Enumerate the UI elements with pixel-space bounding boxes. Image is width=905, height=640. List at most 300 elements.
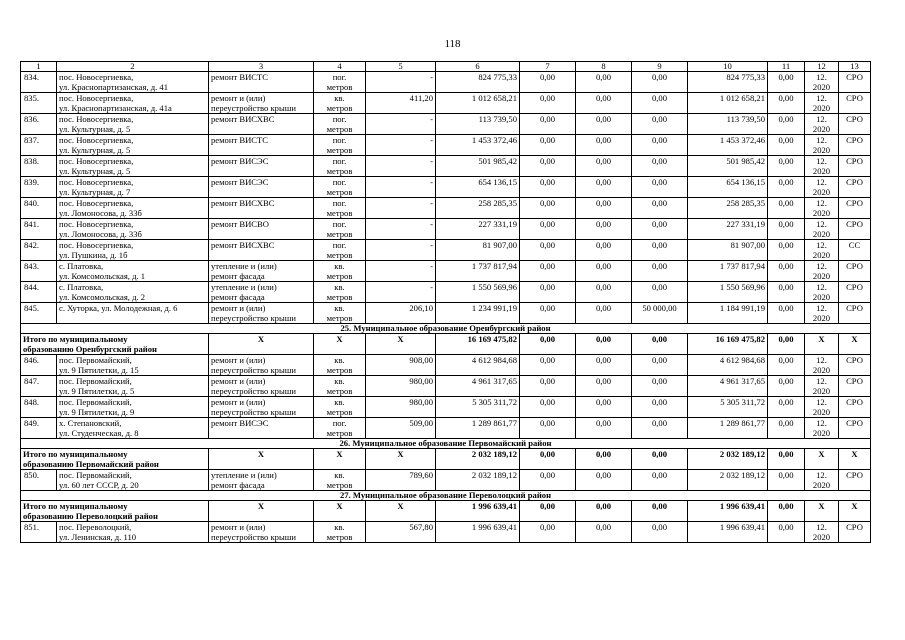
- subtotal-c11: 0,00: [768, 449, 805, 470]
- volume-cell: 567,80: [366, 522, 436, 543]
- address-cell: [57, 522, 209, 543]
- total-cost-cell: 4 961 317,65: [436, 376, 520, 397]
- unit-line1: пог.: [332, 198, 347, 208]
- fund-col7-cell: 0,00: [520, 261, 576, 282]
- fund-col9-cell: 0,00: [632, 376, 688, 397]
- fund-col9-cell: 0,00: [632, 72, 688, 93]
- fund-col8-cell: 0,00: [576, 72, 632, 93]
- unit-line1: кв.: [334, 522, 345, 532]
- fund-col8-cell: 0,00: [576, 303, 632, 324]
- fund-col9-cell: 0,00: [632, 219, 688, 240]
- fund-col7-cell: 0,00: [520, 376, 576, 397]
- fund-col8-cell: 0,00: [576, 261, 632, 282]
- unit-cell: [314, 522, 366, 543]
- work-type-line1: ремонт ВИСЭС: [211, 418, 269, 428]
- address-cell: [57, 303, 209, 324]
- fund-col9-cell: 0,00: [632, 470, 688, 491]
- unit-cell: [314, 114, 366, 135]
- column-number-4: 4: [314, 62, 366, 72]
- deadline-year: 2020: [812, 365, 831, 375]
- work-type-line1: ремонт и (или): [211, 376, 266, 386]
- fund-col8-cell: 0,00: [576, 156, 632, 177]
- unit-line1: пог.: [332, 135, 347, 145]
- subtotal-c11: 0,00: [768, 334, 805, 355]
- fund-col8-cell: 0,00: [576, 282, 632, 303]
- fund-col8-cell: 0,00: [576, 240, 632, 261]
- address-line2: ул. Культурная, д. 5: [59, 124, 131, 134]
- fund-col11-cell: 0,00: [768, 72, 805, 93]
- unit-line1: кв.: [334, 397, 345, 407]
- fund-col11-cell: 0,00: [768, 156, 805, 177]
- fund-col8-cell: 0,00: [576, 418, 632, 439]
- fund-col10-cell: 1 996 639,41: [688, 522, 768, 543]
- address-line1: пос. Первомайский,: [59, 355, 132, 365]
- unit-cell: [314, 93, 366, 114]
- total-cost-cell: 1 996 639,41: [436, 522, 520, 543]
- total-cost-cell: 824 775,33: [436, 72, 520, 93]
- row-number: 839.: [21, 177, 57, 198]
- subtotal-x5: X: [366, 501, 436, 522]
- deadline-year: 2020: [812, 82, 831, 92]
- volume-cell: 206,10: [366, 303, 436, 324]
- deadline-year: 2020: [812, 292, 831, 302]
- unit-cell: [314, 397, 366, 418]
- total-cost-cell: 2 032 189,12: [436, 470, 520, 491]
- unit-line1: кв.: [334, 282, 345, 292]
- column-number-1: 1: [21, 62, 57, 72]
- row-number: 847.: [21, 376, 57, 397]
- page-number: 118: [444, 38, 461, 50]
- address-line1: пос. Первомайский,: [59, 376, 132, 386]
- work-type-line2: переустройство крыши: [211, 386, 296, 396]
- address-line1: пос. Новосергиевка,: [59, 240, 134, 250]
- unit-line2: метров: [326, 271, 353, 281]
- volume-cell: 789,60: [366, 470, 436, 491]
- fund-col9-cell: 0,00: [632, 355, 688, 376]
- deadline-month: 12.: [816, 376, 827, 386]
- subtotal-c10: 1 996 639,41: [688, 501, 768, 522]
- deadline-cell: [805, 219, 839, 240]
- subtotal-label-line1: Итого по муниципальному: [23, 501, 128, 511]
- unit-line1: пог.: [332, 219, 347, 229]
- total-cost-cell: 1 234 991,19: [436, 303, 520, 324]
- work-type-cell: [209, 261, 314, 282]
- volume-cell: 908,00: [366, 355, 436, 376]
- unit-line1: кв.: [334, 355, 345, 365]
- work-type-line2: переустройство крыши: [211, 313, 296, 323]
- subtotal-total: 16 169 475,82: [436, 334, 520, 355]
- deadline-year: 2020: [812, 208, 831, 218]
- address-cell: [57, 135, 209, 156]
- work-type-line1: ремонт и (или): [211, 522, 266, 532]
- address-line2: ул. Краснопартизанская, д. 41а: [59, 103, 172, 113]
- work-type-cell: [209, 355, 314, 376]
- row-number: 842.: [21, 240, 57, 261]
- address-line1: пос. Новосергиевка,: [59, 198, 134, 208]
- column-number-2: 2: [57, 62, 209, 72]
- work-type-line1: ремонт ВИСХВС: [211, 114, 275, 124]
- unit-cell: [314, 282, 366, 303]
- unit-line2: метров: [326, 428, 353, 438]
- volume-cell: -: [366, 282, 436, 303]
- deadline-year: 2020: [812, 187, 831, 197]
- table-row: [21, 177, 871, 198]
- address-cell: [57, 355, 209, 376]
- fund-col7-cell: 0,00: [520, 114, 576, 135]
- table-row: [21, 114, 871, 135]
- deadline-year: 2020: [812, 480, 831, 490]
- deadline-month: 12.: [816, 522, 827, 532]
- deadline-cell: [805, 355, 839, 376]
- subtotal-c8: 0,00: [576, 501, 632, 522]
- fund-col11-cell: 0,00: [768, 261, 805, 282]
- unit-cell: [314, 261, 366, 282]
- address-line1: пос. Переволоцкий,: [59, 522, 132, 532]
- unit-line1: пог.: [332, 418, 347, 428]
- fund-col9-cell: 0,00: [632, 156, 688, 177]
- subtotal-x3: X: [209, 334, 314, 355]
- row-number: 837.: [21, 135, 57, 156]
- table-row: [21, 303, 871, 324]
- fund-col8-cell: 0,00: [576, 355, 632, 376]
- address-line1: пос. Новосергиевка,: [59, 72, 134, 82]
- unit-line1: пог.: [332, 240, 347, 250]
- total-cost-cell: 81 907,00: [436, 240, 520, 261]
- volume-cell: -: [366, 219, 436, 240]
- address-cell: [57, 397, 209, 418]
- deadline-year: 2020: [812, 250, 831, 260]
- fund-col9-cell: 0,00: [632, 198, 688, 219]
- unit-line2: метров: [326, 407, 353, 417]
- work-type-line2: переустройство крыши: [211, 407, 296, 417]
- unit-cell: [314, 72, 366, 93]
- table-row: [21, 240, 871, 261]
- volume-cell: -: [366, 261, 436, 282]
- address-line2: ул. 9 Пятилетки, д. 15: [59, 365, 139, 375]
- fund-col11-cell: 0,00: [768, 303, 805, 324]
- fund-col11-cell: 0,00: [768, 177, 805, 198]
- subtotal-c8: 0,00: [576, 449, 632, 470]
- address-line1: с. Платовка,: [59, 282, 104, 292]
- table-row: [21, 282, 871, 303]
- fund-col7-cell: 0,00: [520, 418, 576, 439]
- deadline-year: 2020: [812, 166, 831, 176]
- unit-cell: [314, 418, 366, 439]
- work-type-line1: утепление и (или): [211, 470, 277, 480]
- work-type-line1: ремонт и (или): [211, 93, 266, 103]
- fund-col11-cell: 0,00: [768, 93, 805, 114]
- work-type-cell: [209, 177, 314, 198]
- address-cell: [57, 114, 209, 135]
- unit-line1: пог.: [332, 114, 347, 124]
- subtotal-c11: 0,00: [768, 501, 805, 522]
- subtotal-c7: 0,00: [520, 501, 576, 522]
- address-cell: [57, 376, 209, 397]
- work-type-cell: [209, 114, 314, 135]
- deadline-month: 12.: [816, 418, 827, 428]
- address-line2: ул. 60 лет СССР, д. 20: [59, 480, 139, 490]
- fund-col7-cell: 0,00: [520, 240, 576, 261]
- fund-col10-cell: 227 331,19: [688, 219, 768, 240]
- address-line2: ул. Комсомольская, д. 1: [59, 271, 146, 281]
- address-line2: ул. Культурная, д. 5: [59, 145, 131, 155]
- method-cell: СРО: [839, 114, 871, 135]
- unit-line2: метров: [326, 480, 353, 490]
- method-cell: СРО: [839, 355, 871, 376]
- deadline-month: 12.: [816, 397, 827, 407]
- deadline-year: 2020: [812, 271, 831, 281]
- table-row: [21, 135, 871, 156]
- fund-col7-cell: 0,00: [520, 303, 576, 324]
- work-type-line1: ремонт и (или): [211, 303, 266, 313]
- row-number: 841.: [21, 219, 57, 240]
- work-type-line1: ремонт ВИСЭС: [211, 156, 269, 166]
- work-type-line2: ремонт фасада: [211, 271, 265, 281]
- address-line1: пос. Новосергиевка,: [59, 156, 134, 166]
- subtotal-row: [21, 334, 871, 355]
- subtotal-c10: 16 169 475,82: [688, 334, 768, 355]
- total-cost-cell: 501 985,42: [436, 156, 520, 177]
- volume-cell: -: [366, 240, 436, 261]
- address-line1: пос. Первомайский,: [59, 470, 132, 480]
- deadline-year: 2020: [812, 145, 831, 155]
- address-line2: ул. Ломоносова, д. 33б: [59, 208, 142, 218]
- deadline-cell: [805, 303, 839, 324]
- deadline-cell: [805, 93, 839, 114]
- column-number-7: 7: [520, 62, 576, 72]
- deadline-cell: [805, 376, 839, 397]
- unit-cell: [314, 177, 366, 198]
- method-cell: СРО: [839, 219, 871, 240]
- column-number-8: 8: [576, 62, 632, 72]
- column-number-13: 13: [839, 62, 871, 72]
- fund-col9-cell: 0,00: [632, 261, 688, 282]
- address-line1: пос. Первомайский,: [59, 397, 132, 407]
- method-cell: СРО: [839, 72, 871, 93]
- table-row: [21, 219, 871, 240]
- volume-cell: 509,00: [366, 418, 436, 439]
- method-cell: СРО: [839, 522, 871, 543]
- address-line1: х. Степановский,: [59, 418, 122, 428]
- deadline-cell: [805, 240, 839, 261]
- address-line2: ул. Пушкина, д. 1б: [59, 250, 128, 260]
- unit-line2: метров: [326, 166, 353, 176]
- row-number: 835.: [21, 93, 57, 114]
- work-type-line2: переустройство крыши: [211, 103, 296, 113]
- subtotal-c9: 0,00: [632, 501, 688, 522]
- fund-col7-cell: 0,00: [520, 177, 576, 198]
- subtotal-x12: X: [805, 449, 839, 470]
- deadline-year: 2020: [812, 428, 831, 438]
- deadline-month: 12.: [816, 156, 827, 166]
- work-type-line1: ремонт ВИСЭС: [211, 177, 269, 187]
- fund-col10-cell: 1 737 817,94: [688, 261, 768, 282]
- unit-line2: метров: [326, 532, 353, 542]
- fund-col7-cell: 0,00: [520, 355, 576, 376]
- unit-cell: [314, 355, 366, 376]
- unit-line2: метров: [326, 187, 353, 197]
- table-row: [21, 418, 871, 439]
- fund-col8-cell: 0,00: [576, 114, 632, 135]
- unit-line2: метров: [326, 365, 353, 375]
- subtotal-label: [21, 334, 209, 355]
- fund-col10-cell: 81 907,00: [688, 240, 768, 261]
- fund-col11-cell: 0,00: [768, 397, 805, 418]
- unit-cell: [314, 198, 366, 219]
- total-cost-cell: 258 285,35: [436, 198, 520, 219]
- unit-line2: метров: [326, 250, 353, 260]
- subtotal-x13: X: [839, 501, 871, 522]
- work-type-cell: [209, 418, 314, 439]
- total-cost-cell: 654 136,15: [436, 177, 520, 198]
- subtotal-c7: 0,00: [520, 449, 576, 470]
- row-number: 850.: [21, 470, 57, 491]
- unit-cell: [314, 303, 366, 324]
- deadline-month: 12.: [816, 261, 827, 271]
- fund-col9-cell: 0,00: [632, 240, 688, 261]
- unit-line1: кв.: [334, 470, 345, 480]
- deadline-cell: [805, 177, 839, 198]
- fund-col11-cell: 0,00: [768, 376, 805, 397]
- work-type-line2: переустройство крыши: [211, 532, 296, 542]
- table-row: [21, 156, 871, 177]
- work-type-line1: ремонт ВИСТС: [211, 135, 269, 145]
- subtotal-label: [21, 501, 209, 522]
- row-number: 843.: [21, 261, 57, 282]
- column-number-9: 9: [632, 62, 688, 72]
- fund-col8-cell: 0,00: [576, 177, 632, 198]
- subtotal-x13: X: [839, 449, 871, 470]
- column-number-5: 5: [366, 62, 436, 72]
- method-cell: СРО: [839, 93, 871, 114]
- subtotal-x3: X: [209, 501, 314, 522]
- volume-cell: 411,20: [366, 93, 436, 114]
- subtotal-label-line1: Итого по муниципальному: [23, 334, 128, 344]
- fund-col10-cell: 1 012 658,21: [688, 93, 768, 114]
- work-type-cell: [209, 282, 314, 303]
- fund-col10-cell: 113 739,50: [688, 114, 768, 135]
- fund-col7-cell: 0,00: [520, 198, 576, 219]
- unit-line2: метров: [326, 386, 353, 396]
- fund-col8-cell: 0,00: [576, 522, 632, 543]
- deadline-month: 12.: [816, 198, 827, 208]
- fund-col10-cell: 1 184 991,19: [688, 303, 768, 324]
- total-cost-cell: 5 305 311,72: [436, 397, 520, 418]
- work-type-line2: ремонт фасада: [211, 292, 265, 302]
- work-type-line1: ремонт и (или): [211, 355, 266, 365]
- fund-col10-cell: 1 550 569,96: [688, 282, 768, 303]
- address-cell: [57, 93, 209, 114]
- subtotal-row: [21, 449, 871, 470]
- row-number: 851.: [21, 522, 57, 543]
- fund-col9-cell: 0,00: [632, 418, 688, 439]
- address-line2: ул. Краснопартизанская, д. 41: [59, 82, 169, 92]
- method-cell: СРО: [839, 470, 871, 491]
- address-cell: [57, 282, 209, 303]
- address-line2: ул. Студенческая, д. 8: [59, 428, 139, 438]
- address-line1: пос. Новосергиевка,: [59, 93, 134, 103]
- subtotal-row: [21, 501, 871, 522]
- work-type-line1: ремонт и (или): [211, 397, 266, 407]
- unit-cell: [314, 156, 366, 177]
- fund-col11-cell: 0,00: [768, 470, 805, 491]
- method-cell: СРО: [839, 418, 871, 439]
- deadline-cell: [805, 156, 839, 177]
- unit-line2: метров: [326, 124, 353, 134]
- address-line1: с. Платовка,: [59, 261, 104, 271]
- method-cell: СРО: [839, 135, 871, 156]
- section-header-row: [21, 439, 871, 449]
- unit-cell: [314, 219, 366, 240]
- deadline-cell: [805, 114, 839, 135]
- deadline-cell: [805, 282, 839, 303]
- fund-col8-cell: 0,00: [576, 376, 632, 397]
- unit-line1: пог.: [332, 156, 347, 166]
- method-cell: СС: [839, 240, 871, 261]
- unit-line1: кв.: [334, 303, 345, 313]
- fund-col8-cell: 0,00: [576, 470, 632, 491]
- row-number: 838.: [21, 156, 57, 177]
- work-type-cell: [209, 156, 314, 177]
- address-cell: [57, 156, 209, 177]
- section-header-row: [21, 324, 871, 334]
- total-cost-cell: 1 289 861,77: [436, 418, 520, 439]
- address-line2: ул. Комсомольская, д. 2: [59, 292, 146, 302]
- work-type-cell: [209, 219, 314, 240]
- volume-cell: 980,00: [366, 397, 436, 418]
- deadline-month: 12.: [816, 355, 827, 365]
- method-cell: СРО: [839, 177, 871, 198]
- column-number-3: 3: [209, 62, 314, 72]
- address-cell: [57, 72, 209, 93]
- volume-cell: -: [366, 135, 436, 156]
- deadline-year: 2020: [812, 407, 831, 417]
- method-cell: СРО: [839, 376, 871, 397]
- unit-line2: метров: [326, 292, 353, 302]
- total-cost-cell: 1 012 658,21: [436, 93, 520, 114]
- address-line2: ул. Ленинская, д. 110: [59, 532, 137, 542]
- subtotal-label-line2: образованию Переволоцкий район: [23, 511, 158, 521]
- work-type-line1: ремонт ВИСВО: [211, 219, 269, 229]
- deadline-cell: [805, 418, 839, 439]
- unit-cell: [314, 470, 366, 491]
- capital-repair-table: [20, 61, 871, 543]
- unit-cell: [314, 240, 366, 261]
- fund-col8-cell: 0,00: [576, 219, 632, 240]
- total-cost-cell: 1 550 569,96: [436, 282, 520, 303]
- row-number: 834.: [21, 72, 57, 93]
- fund-col10-cell: 258 285,35: [688, 198, 768, 219]
- row-number: 849.: [21, 418, 57, 439]
- deadline-year: 2020: [812, 313, 831, 323]
- fund-col9-cell: 0,00: [632, 397, 688, 418]
- address-line2: ул. Ломоносова, д. 33б: [59, 229, 142, 239]
- fund-col7-cell: 0,00: [520, 397, 576, 418]
- unit-cell: [314, 135, 366, 156]
- subtotal-x5: X: [366, 334, 436, 355]
- fund-col10-cell: 4 961 317,65: [688, 376, 768, 397]
- subtotal-label-line2: образованию Оренбургский район: [23, 344, 157, 354]
- subtotal-label: [21, 449, 209, 470]
- section-title: 26. Муниципальное образование Первомайский район: [21, 439, 871, 449]
- work-type-cell: [209, 72, 314, 93]
- unit-line1: кв.: [334, 93, 345, 103]
- fund-col8-cell: 0,00: [576, 198, 632, 219]
- deadline-cell: [805, 198, 839, 219]
- unit-cell: [314, 376, 366, 397]
- fund-col9-cell: 0,00: [632, 93, 688, 114]
- work-type-cell: [209, 135, 314, 156]
